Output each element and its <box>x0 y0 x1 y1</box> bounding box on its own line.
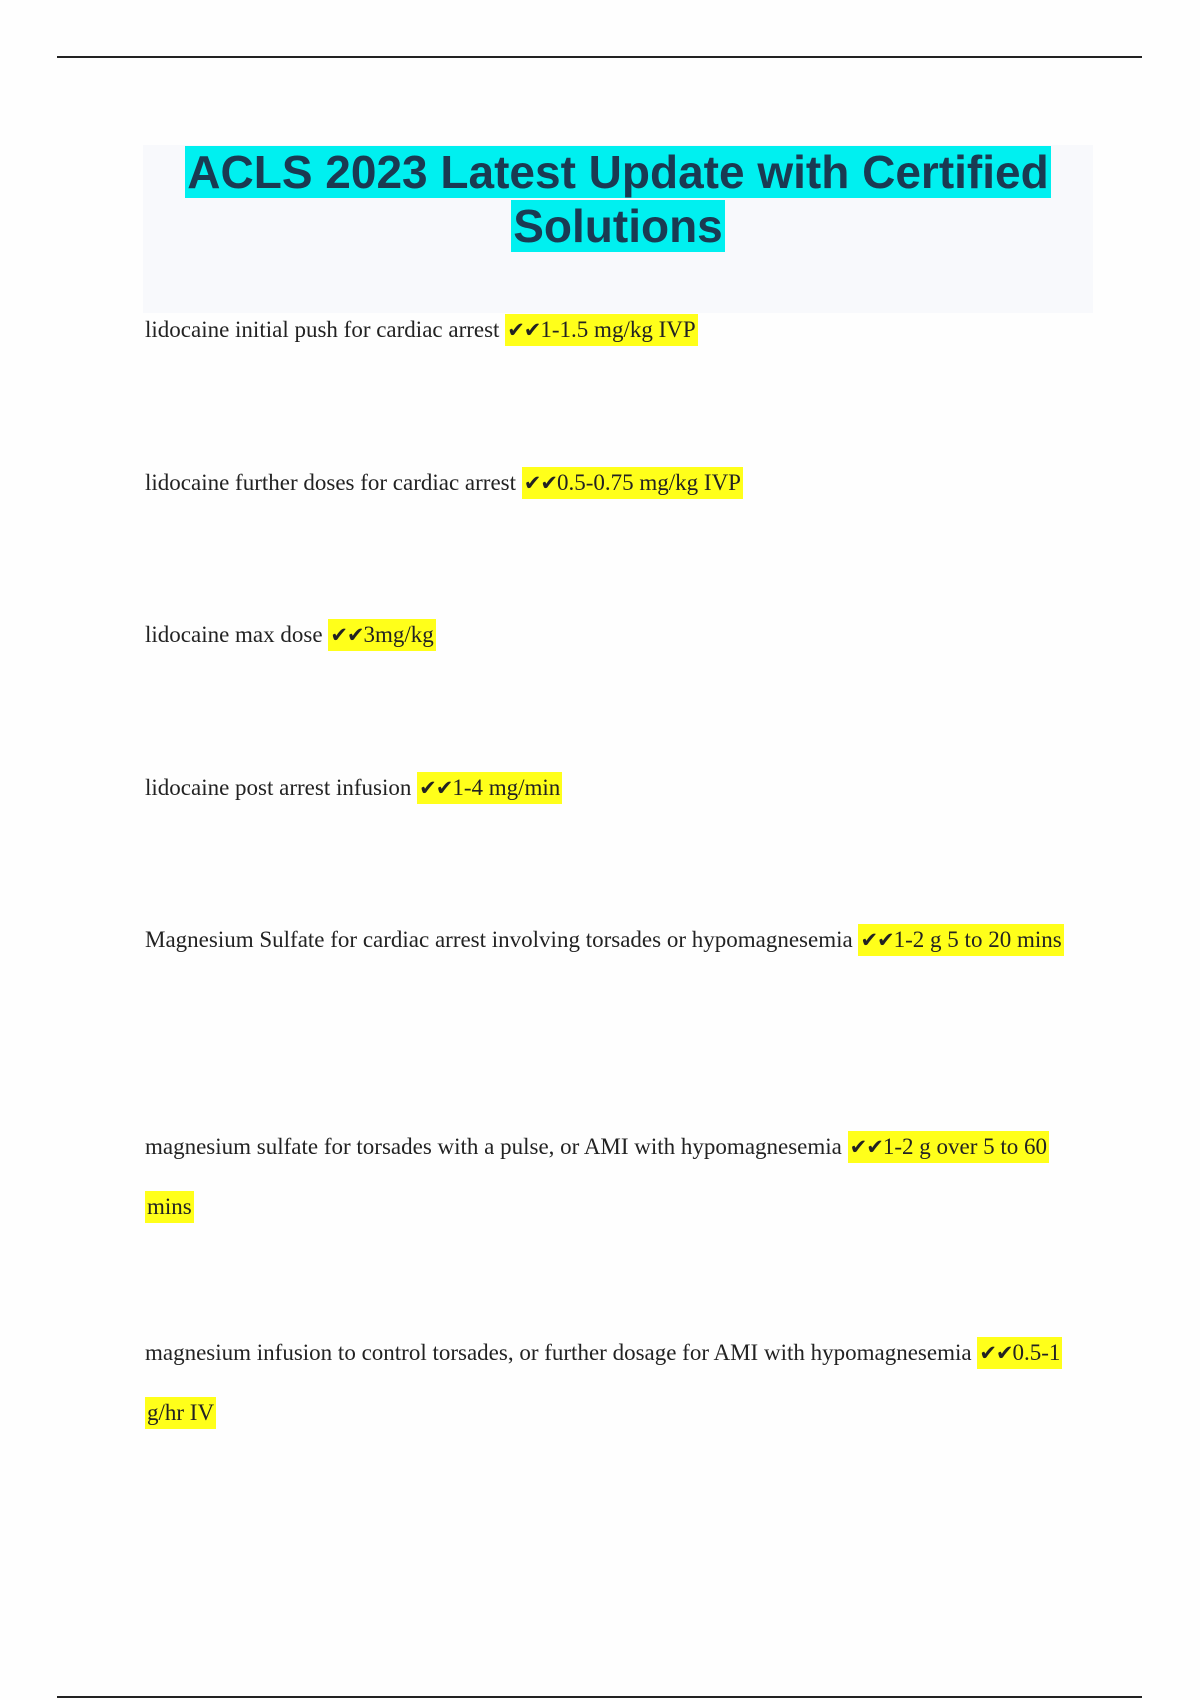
qa-item <box>145 910 1075 970</box>
answer-highlight <box>505 314 697 346</box>
answer-text: 1-1.5 mg/kg IVP <box>540 317 696 342</box>
qa-item <box>145 300 1075 360</box>
double-check-icon: ✔✔ <box>849 1135 883 1159</box>
qa-item <box>145 1117 1075 1237</box>
footer-rule <box>57 1696 1142 1698</box>
question-text: magnesium sulfate for torsades with a pulse, or AMI with hypomagnesemia <box>145 1134 842 1159</box>
header-rule <box>57 56 1142 58</box>
answer-highlight <box>328 619 435 651</box>
qa-item <box>145 1323 1075 1443</box>
document-title <box>143 145 1093 253</box>
document-title-text: ACLS 2023 Latest Update with Certified Solutions <box>187 146 1049 252</box>
double-check-icon: ✔✔ <box>523 471 557 495</box>
answer-highlight <box>522 467 743 499</box>
question-text: lidocaine post arrest infusion <box>145 775 412 800</box>
answer-highlight <box>417 772 562 804</box>
question-text: magnesium infusion to control torsades, or further dosage for AMI with hypomagnesemia <box>145 1340 972 1365</box>
question-text: lidocaine further doses for cardiac arrest <box>145 470 517 495</box>
answer-text: 3mg/kg <box>363 622 434 647</box>
title-block <box>143 145 1093 313</box>
answer-text: 0.5-0.75 mg/kg IVP <box>556 470 741 495</box>
answer-text: 0.5-1 g/hr IV <box>147 1340 1061 1425</box>
double-check-icon: ✔✔ <box>419 776 453 800</box>
qa-item <box>145 453 1075 513</box>
answer-text: 1-2 g over 5 to 60 mins <box>147 1134 1048 1219</box>
question-text: Magnesium Sulfate for cardiac arrest involving torsades or hypomagnesemia <box>145 927 853 952</box>
double-check-icon: ✔✔ <box>979 1341 1013 1365</box>
qa-item <box>145 758 1075 818</box>
answer-text: 1-2 g 5 to 20 mins <box>893 927 1062 952</box>
double-check-icon: ✔✔ <box>860 928 894 952</box>
double-check-icon: ✔✔ <box>507 318 541 342</box>
answer-text: 1-4 mg/min <box>452 775 561 800</box>
question-text: lidocaine max dose <box>145 622 323 647</box>
question-text: lidocaine initial push for cardiac arrest <box>145 317 500 342</box>
qa-item <box>145 605 1075 665</box>
double-check-icon: ✔✔ <box>330 623 364 647</box>
answer-highlight <box>858 924 1063 956</box>
